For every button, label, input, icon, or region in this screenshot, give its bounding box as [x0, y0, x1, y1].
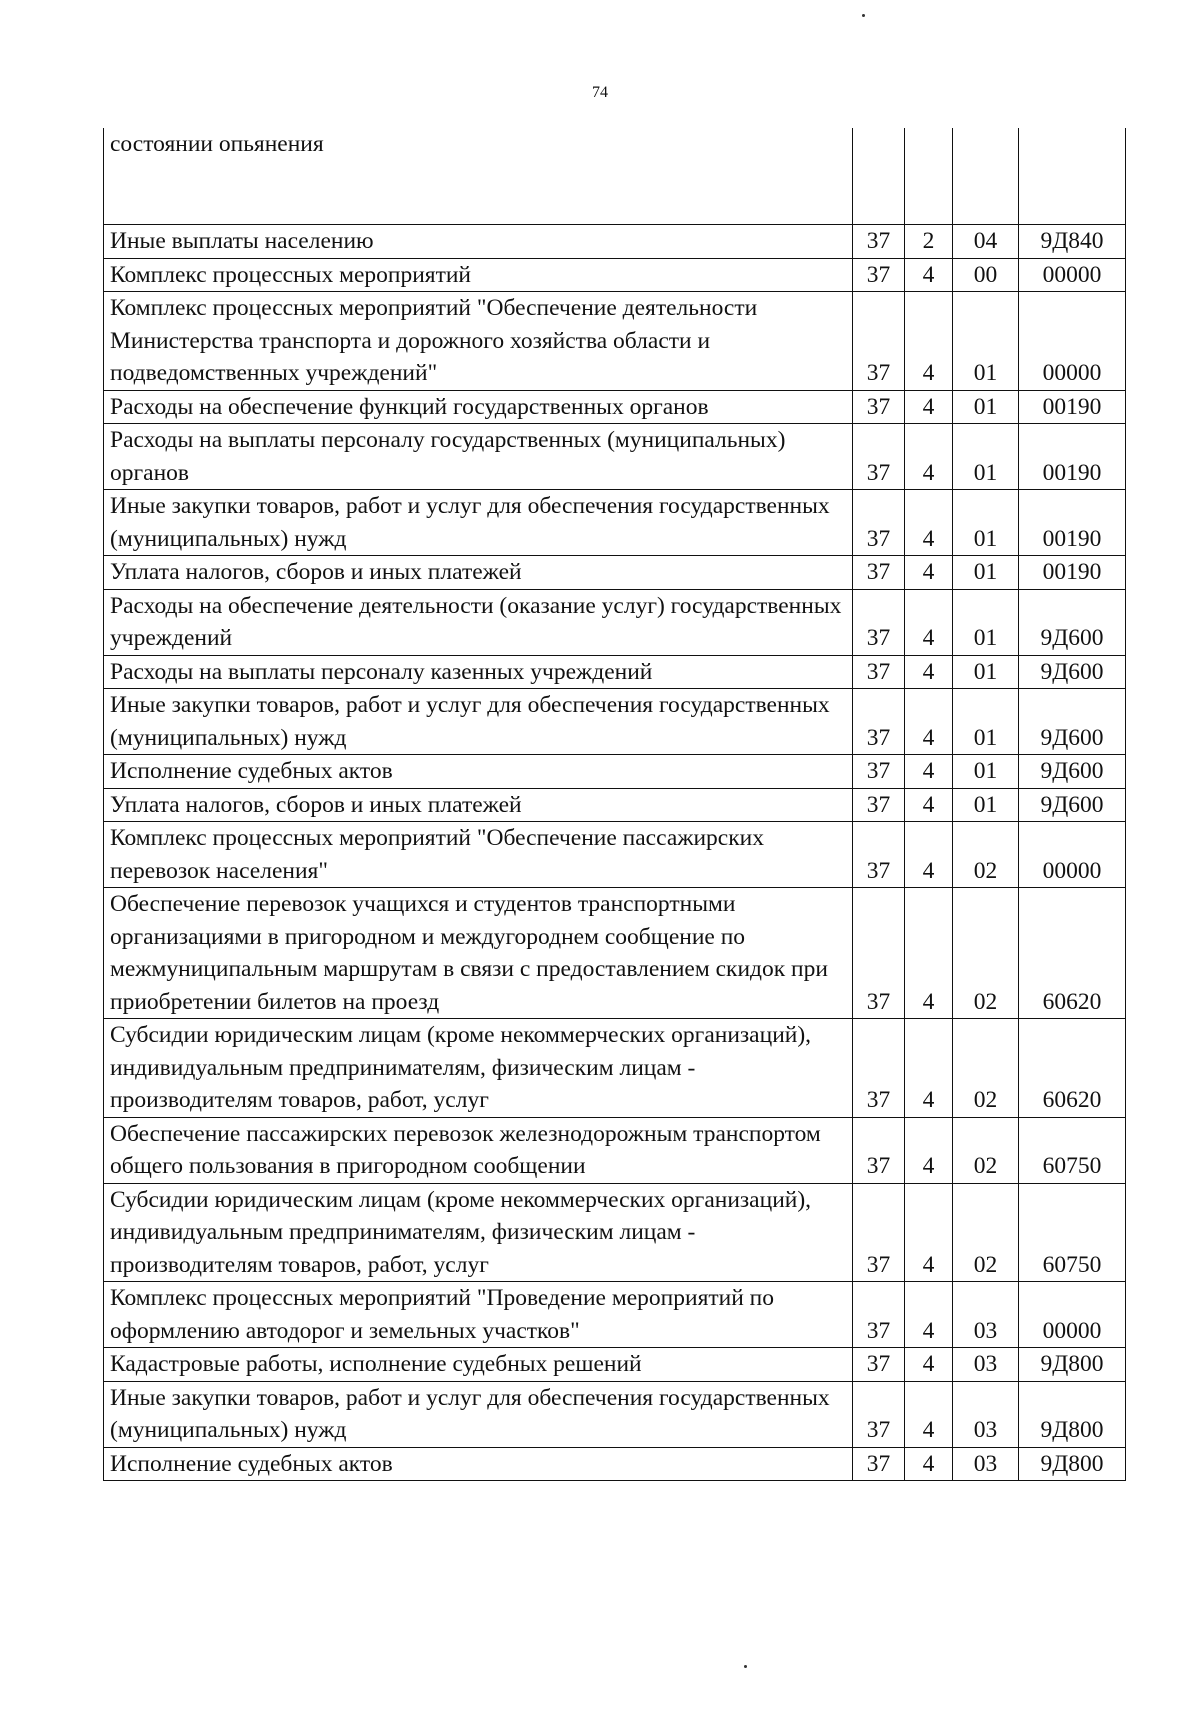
- expense-name-cell: состоянии опьянения: [104, 128, 853, 225]
- code-type-cell: 4: [905, 589, 953, 655]
- code-direction-cell: [1019, 128, 1126, 225]
- table-row: [104, 822, 1126, 888]
- code-subprogram-cell: 03: [953, 1381, 1019, 1447]
- expense-name-cell: Исполнение судебных актов: [104, 1447, 853, 1481]
- code-type-cell: 4: [905, 1183, 953, 1282]
- code-direction-cell: 9Д840: [1019, 225, 1126, 259]
- code-direction-cell: 60750: [1019, 1117, 1126, 1183]
- code-direction-cell: 00190: [1019, 490, 1126, 556]
- code-direction-cell: 00000: [1019, 258, 1126, 292]
- code-type-cell: 4: [905, 788, 953, 822]
- code-direction-cell: 00190: [1019, 556, 1126, 590]
- table-row: [104, 655, 1126, 689]
- code-ministry-cell: 37: [853, 1282, 905, 1348]
- code-direction-cell: 9Д600: [1019, 788, 1126, 822]
- code-subprogram-cell: 03: [953, 1447, 1019, 1481]
- table-row: [104, 556, 1126, 590]
- code-subprogram-cell: 01: [953, 655, 1019, 689]
- expense-name-cell: Расходы на выплаты персоналу казенных учреждений: [104, 655, 853, 689]
- code-ministry-cell: 37: [853, 1381, 905, 1447]
- code-ministry-cell: 37: [853, 556, 905, 590]
- code-subprogram-cell: 03: [953, 1282, 1019, 1348]
- table-row: [104, 589, 1126, 655]
- code-subprogram-cell: 01: [953, 556, 1019, 590]
- expense-name-cell: Кадастровые работы, исполнение судебных решений: [104, 1348, 853, 1382]
- expense-name-cell: Расходы на выплаты персоналу государственных (муниципальных) органов: [104, 424, 853, 490]
- table-row: [104, 225, 1126, 259]
- code-type-cell: 4: [905, 1348, 953, 1382]
- code-type-cell: 4: [905, 755, 953, 789]
- table-row: [104, 292, 1126, 391]
- expense-name-cell: Иные закупки товаров, работ и услуг для обеспечения государственных (муниципальных) нужд: [104, 689, 853, 755]
- table-row: [104, 1381, 1126, 1447]
- code-ministry-cell: 37: [853, 788, 905, 822]
- code-ministry-cell: 37: [853, 1348, 905, 1382]
- code-type-cell: 2: [905, 225, 953, 259]
- code-direction-cell: 9Д800: [1019, 1381, 1126, 1447]
- code-direction-cell: 60620: [1019, 1019, 1126, 1118]
- expense-name-cell: Уплата налогов, сборов и иных платежей: [104, 788, 853, 822]
- expense-name-cell: Иные закупки товаров, работ и услуг для обеспечения государственных (муниципальных) нужд: [104, 490, 853, 556]
- table-row: [104, 1348, 1126, 1382]
- code-subprogram-cell: 03: [953, 1348, 1019, 1382]
- code-direction-cell: 00000: [1019, 822, 1126, 888]
- code-type-cell: 4: [905, 556, 953, 590]
- code-subprogram-cell: 01: [953, 689, 1019, 755]
- code-ministry-cell: 37: [853, 1117, 905, 1183]
- code-subprogram-cell: 01: [953, 755, 1019, 789]
- code-ministry-cell: 37: [853, 225, 905, 259]
- expense-name-cell: Комплекс процессных мероприятий "Обеспечение пассажирских перевозок населения": [104, 822, 853, 888]
- table-row: [104, 1117, 1126, 1183]
- table-row: [104, 390, 1126, 424]
- page-number: 74: [592, 84, 608, 101]
- code-ministry-cell: 37: [853, 1447, 905, 1481]
- code-subprogram-cell: 02: [953, 888, 1019, 1019]
- code-ministry-cell: 37: [853, 258, 905, 292]
- code-subprogram-cell: 04: [953, 225, 1019, 259]
- code-type-cell: 4: [905, 1117, 953, 1183]
- code-direction-cell: 9Д800: [1019, 1348, 1126, 1382]
- code-ministry-cell: 37: [853, 390, 905, 424]
- table-row: [104, 490, 1126, 556]
- code-direction-cell: 60620: [1019, 888, 1126, 1019]
- code-subprogram-cell: 01: [953, 424, 1019, 490]
- code-direction-cell: 00000: [1019, 1282, 1126, 1348]
- code-type-cell: 4: [905, 1019, 953, 1118]
- code-direction-cell: 9Д600: [1019, 589, 1126, 655]
- code-subprogram-cell: 01: [953, 589, 1019, 655]
- code-ministry-cell: 37: [853, 655, 905, 689]
- code-subprogram-cell: 02: [953, 1183, 1019, 1282]
- code-subprogram-cell: 01: [953, 788, 1019, 822]
- expense-name-cell: Исполнение судебных актов: [104, 755, 853, 789]
- code-type-cell: 4: [905, 292, 953, 391]
- code-type-cell: 4: [905, 1282, 953, 1348]
- code-subprogram-cell: 01: [953, 390, 1019, 424]
- code-ministry-cell: 37: [853, 292, 905, 391]
- table-row: [104, 258, 1126, 292]
- code-ministry-cell: [853, 128, 905, 225]
- code-subprogram-cell: 02: [953, 1117, 1019, 1183]
- code-direction-cell: 9Д600: [1019, 755, 1126, 789]
- code-ministry-cell: 37: [853, 490, 905, 556]
- code-type-cell: 4: [905, 655, 953, 689]
- expense-name-cell: Комплекс процессных мероприятий: [104, 258, 853, 292]
- code-type-cell: 4: [905, 490, 953, 556]
- code-direction-cell: 00000: [1019, 292, 1126, 391]
- expense-name-cell: Комплекс процессных мероприятий "Обеспечение деятельности Министерства транспорта и дорожного хозяйства области и подведомственных учреждений": [104, 292, 853, 391]
- code-ministry-cell: 37: [853, 755, 905, 789]
- code-direction-cell: 60750: [1019, 1183, 1126, 1282]
- code-direction-cell: 9Д800: [1019, 1447, 1126, 1481]
- expense-name-cell: Уплата налогов, сборов и иных платежей: [104, 556, 853, 590]
- expense-name-cell: Субсидии юридическим лицам (кроме некоммерческих организаций), индивидуальным предпринимателям, физическим лицам - производителям товаров, работ, услуг: [104, 1019, 853, 1118]
- code-type-cell: 4: [905, 1381, 953, 1447]
- table-body: [104, 128, 1126, 1481]
- code-ministry-cell: 37: [853, 888, 905, 1019]
- code-type-cell: 4: [905, 822, 953, 888]
- table-row: [104, 128, 1126, 225]
- code-type-cell: [905, 128, 953, 225]
- code-ministry-cell: 37: [853, 689, 905, 755]
- table-row: [104, 888, 1126, 1019]
- table-row: [104, 1183, 1126, 1282]
- expense-name-cell: Обеспечение пассажирских перевозок железнодорожным транспортом общего пользования в пригородном сообщении: [104, 1117, 853, 1183]
- table-row: [104, 1447, 1126, 1481]
- code-ministry-cell: 37: [853, 1019, 905, 1118]
- code-ministry-cell: 37: [853, 822, 905, 888]
- code-type-cell: 4: [905, 1447, 953, 1481]
- expense-name-cell: Обеспечение перевозок учащихся и студентов транспортными организациями в пригородном и междугороднем сообщение по межмуниципальным маршрутам в связи с предоставлением скидок при приобретении билетов на проезд: [104, 888, 853, 1019]
- expense-name-cell: Комплекс процессных мероприятий "Проведение мероприятий по оформлению автодорог и земельных участков": [104, 1282, 853, 1348]
- code-type-cell: 4: [905, 424, 953, 490]
- scan-speck: [862, 14, 865, 17]
- table-row: [104, 424, 1126, 490]
- table-row: [104, 689, 1126, 755]
- expense-name-cell: Субсидии юридическим лицам (кроме некоммерческих организаций), индивидуальным предпринимателям, физическим лицам - производителям товаров, работ, услуг: [104, 1183, 853, 1282]
- code-subprogram-cell: 00: [953, 258, 1019, 292]
- code-direction-cell: 9Д600: [1019, 689, 1126, 755]
- code-type-cell: 4: [905, 888, 953, 1019]
- code-ministry-cell: 37: [853, 424, 905, 490]
- code-subprogram-cell: [953, 128, 1019, 225]
- expense-name-cell: Расходы на обеспечение деятельности (оказание услуг) государственных учреждений: [104, 589, 853, 655]
- table-row: [104, 788, 1126, 822]
- code-subprogram-cell: 02: [953, 822, 1019, 888]
- code-type-cell: 4: [905, 689, 953, 755]
- code-direction-cell: 00190: [1019, 390, 1126, 424]
- expense-name-cell: Иные закупки товаров, работ и услуг для обеспечения государственных (муниципальных) нужд: [104, 1381, 853, 1447]
- expense-name-cell: Иные выплаты населению: [104, 225, 853, 259]
- budget-classification-table: [103, 128, 1126, 1481]
- code-direction-cell: 00190: [1019, 424, 1126, 490]
- table-row: [104, 755, 1126, 789]
- code-ministry-cell: 37: [853, 589, 905, 655]
- table-row: [104, 1282, 1126, 1348]
- expense-name-cell: Расходы на обеспечение функций государственных органов: [104, 390, 853, 424]
- code-subprogram-cell: 01: [953, 490, 1019, 556]
- scan-speck: [744, 1665, 747, 1668]
- code-ministry-cell: 37: [853, 1183, 905, 1282]
- code-type-cell: 4: [905, 258, 953, 292]
- table-row: [104, 1019, 1126, 1118]
- code-subprogram-cell: 01: [953, 292, 1019, 391]
- code-subprogram-cell: 02: [953, 1019, 1019, 1118]
- code-type-cell: 4: [905, 390, 953, 424]
- code-direction-cell: 9Д600: [1019, 655, 1126, 689]
